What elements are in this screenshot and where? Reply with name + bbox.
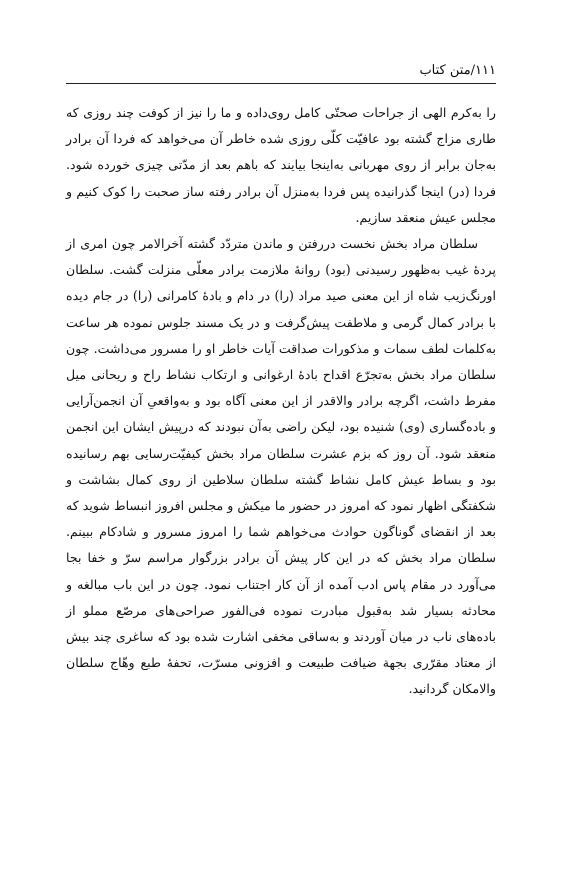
main-text bbox=[66, 100, 496, 703]
header-rule bbox=[66, 83, 496, 84]
paragraph-1: را به‌کرم الهی از جراحات صحتّی کامل روی‌داده و ما را نیز از کوفت چند روزی که طاری مزاج گشته بود عافیّت کلّی روزی شده خاطر آن می‌خواهد که فردا آن برادر به‌جان برابر از روی مهربانی به‌اینجا بیایند که باهم بعد از مدّتی چیزی خورده شود. فردا (در) اینجا گذرانیده پس فردا به‌منزل آن برادر رفته ساز صحبت را کوک کنیم و مجلس عیش منعقد سازیم. bbox=[66, 105, 496, 225]
running-header bbox=[66, 62, 496, 84]
running-title: ۱۱۱/متن کتاب bbox=[419, 63, 496, 78]
paragraph-2: سلطان مراد بخش نخست دررفتن و ماندن متردّد گشته آخرالامر چون امری از پردهٔ غیب به‌ظهور رسیدنی (بود) روانهٔ ملازمت برادر معلّی منزلت گشت. سلطان اورنگ‌زیب شاه از این معنی صید مراد (را) در دام و بادهٔ کامرانی (را) در جام دیده با برادر کمال گرمی و ملاطفت پیش‌گرفت و در یک مسند جلوس نموده هر ساعت به‌کلمات لطف سمات و مذکورات صداقت آیات خاطر او را مسرور می‌داشت. چون سلطان مراد بخش به‌تجرّع اقداح بادهٔ ارغوانی و ارتکاب نشاط راح و ریحانی میل مفرط داشت، اگرچه برادر والاقدر از این معنی آگاه بود و به‌واقعیِ آن انجمن‌آرایی و باده‌گساری (وی) شنیده بود، لیکن راضی به‌آن نبودند که درپیش ایشان این انجمن منعقد شود. آن روز که بزم عشرت سلطان مراد بخش کیفیّت‌رسایی بهم رسانیده بود و بساط عیش کامل نشاط گشته سلطان سلاطین از روی کمال بشاشت و شکفتگی اظهار نمود که امروز در حضور ما میکش و مجلس افروز انبساط شوید که بعد از انقضای گوناگون حوادث می‌خواهم شما را امروز مسرور و شادکام ببینم. سلطان مراد بخش که در این کار پیش آن برادر بزرگوار مراسم سرّ و خفا بجا می‌آورد در مقام پاس ادب آمده از آن کار اجتناب نمود. چون در این باب مبالغه و محادثه بسیار شد به‌قبول مبادرت نموده فی‌الفور صراحی‌های مرصّع مملو از باده‌های ناب در میان آوردند و به‌ساقی مخفی اشارت شده بود که ساغری چند بیش از معتاد مقرّری بجهة ضیافت طبیعت و افزونی مسرّت، تحفهٔ طبع وهّاج سلطان والامکان گردانید. bbox=[66, 236, 497, 697]
